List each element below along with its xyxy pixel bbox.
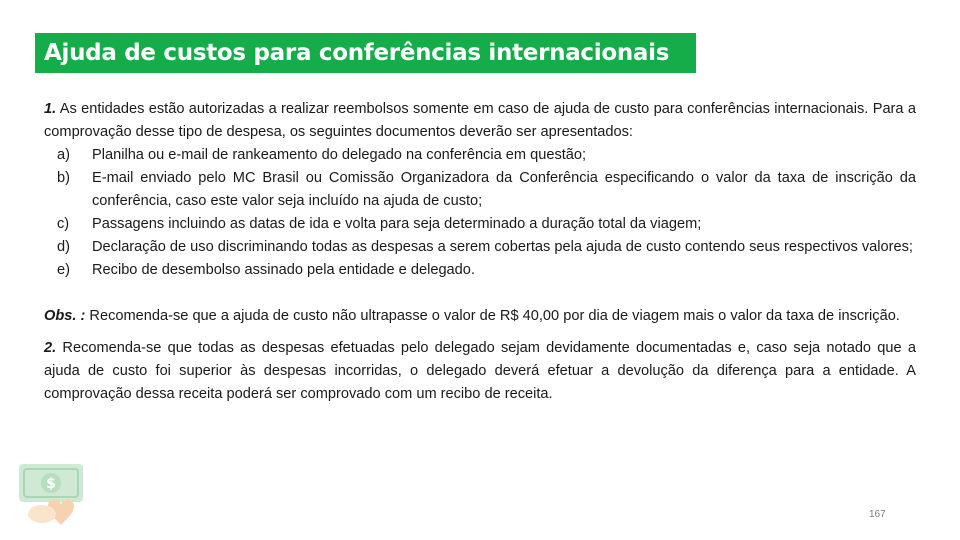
list-item-text: Planilha ou e-mail de rankeamento do delegado na conferência em questão; (92, 147, 587, 163)
page-title: Ajuda de custos para conferências internacionais (44, 40, 670, 66)
list-item (44, 213, 916, 236)
list-item (44, 259, 916, 282)
list-item-text: Declaração de uso discriminando todas as despesas a serem cobertas pela ajuda de custo contendo seus respectivos valores; (92, 239, 913, 255)
list-item-text: E-mail enviado pelo MC Brasil ou Comissão Organizadora da Conferência especificando o valor da taxa de inscrição da conferência, caso este valor seja incluído na ajuda de custo; (92, 170, 916, 209)
title-banner (35, 33, 696, 73)
documents-list (44, 144, 916, 282)
list-item (44, 167, 916, 213)
list-item-letter: b) (57, 170, 70, 186)
page-number: 167 (869, 509, 886, 520)
list-item (44, 236, 916, 259)
observation-label: Obs. : (44, 308, 86, 324)
list-item-letter: d) (57, 239, 70, 255)
section-1-text: As entidades estão autorizadas a realizar reembolsos somente em caso de ajuda de custo para conferências internacionais. Para a comprovação desse tipo de despesa, os seguintes documentos deverão ser apresentados: (44, 101, 917, 140)
list-item-letter: a) (57, 147, 70, 163)
document-body (44, 98, 916, 406)
list-item (44, 144, 916, 167)
list-item-text: Recibo de desembolso assinado pela entidade e delegado. (92, 262, 475, 278)
observation-note (44, 305, 916, 328)
list-item-letter: c) (57, 216, 70, 232)
money-heart-icon (18, 462, 88, 532)
section-1-number: 1. (44, 101, 57, 117)
section-2-number: 2. (44, 340, 57, 356)
section-1-intro (44, 98, 916, 144)
svg-text:$: $ (46, 476, 56, 492)
observation-text: Recomenda-se que a ajuda de custo não ultrapasse o valor de R$ 40,00 por dia de viagem mais o valor da taxa de inscrição. (89, 308, 900, 324)
section-2-text: Recomenda-se que todas as despesas efetuadas pelo delegado sejam devidamente documentadas e, caso seja notado que a ajuda de custo foi superior às despesas incorridas, o delegado deverá efetuar a devolução da diferença para a entidade. A comprovação dessa receita poderá ser comprovado com um recibo de receita. (44, 340, 916, 402)
list-item-text: Passagens incluindo as datas de ida e volta para seja determinado a duração total da viagem; (92, 216, 702, 232)
section-2-paragraph (44, 337, 916, 406)
list-item-letter: e) (57, 262, 70, 278)
